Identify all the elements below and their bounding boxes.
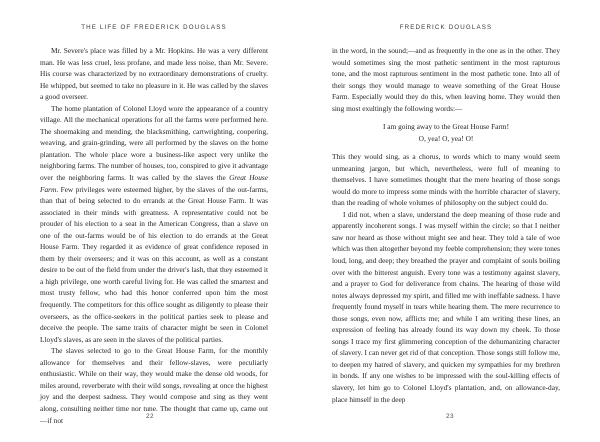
running-head-right: FREDERICK DOUGLASS	[399, 24, 493, 31]
body-column-left	[40, 45, 268, 426]
verse-line-1: I am going away to the Great House Farm!	[382, 122, 510, 132]
paragraph-severe-hopkins: Mr. Severe's place was filled by a Mr. Hopkins. He was a very different man. He was less cruel, less profane, and made less noise, than Mr. Severe. His course was characterized by no extraordinary demonstrations of cruelty. He whipped, but seemed to take no pleasure in it. He was called by the slaves a good overseer.	[40, 46, 268, 102]
paragraph-home-plantation-part1: The home plantation of Colonel Lloyd wore the appearance of a country village. All the mechanical operations for all the farms were performed here. The shoemaking and mending, the blacksmithing, cartwrighting, coopering, weaving, and grain-grinding, were all performed by the slaves on the home plantation. The whole place wore a business-like aspect very unlike the neighboring farms. The number of houses, too, conspired to give it advantage over the neighboring farms. It was called by the slaves the	[40, 103, 268, 183]
paragraph-i-did-not: I did not, when a slave, understand the deep meaning of those rude and apparently incoherent songs. I was myself within the circle; so that I neither saw nor heard as those without might see and hear. They told a tale of woe which was then altogether beyond my feeble comprehension; they were tones loud, long, and deep; they breathed the prayer and complaint of souls boiling over with the bitterest anguish. Every tone was a testimony against slavery, and a prayer to God for deliverance from chains. The hearing of those wild notes always depressed my spirit, and filled me with ineffable sadness. I have frequently found myself in tears while hearing them. The mere recurrence to those songs, even now, afflicts me; and while I am writing these lines, an expression of feeling has already found its way down my cheek. To those songs I trace my first glimmering conception of the dehumanizing character of slavery. I can never get rid of that conception. Those songs still follow me, to deepen my hatred of slavery, and quicken my sympathies for my brethren in bonds. If any one wishes to be impressed with the soul-killing effects of slavery, let him go to Colonel Lloyd's plantation, and, on allowance-day, place himself in the deep	[332, 209, 560, 404]
paragraph-this-they-would-sing: This they would sing, as a chorus, to words which to many would seem unmeaning jargon, but which, nevertheless, were full of meaning to themselves. I have sometimes thought that the mere hearing of those songs would do more to impress some minds with the horrible character of slavery, than the reading of whole volumes of philosophy on the subject could do.	[332, 152, 560, 208]
paragraph-in-the-word: in the word, in the sound;—and as frequently in the one as in the other. They would sometimes sing the most pathetic sentiment in the most rapturous tone, and the most rapturous sentiment in the most pathetic tone. Into all of their songs they would manage to weave something of the Great House Farm. Especially would they do this, when leaving home. They would then sing most exultingly the following words:—	[332, 46, 560, 113]
running-head-left: THE LIFE OF FREDERICK DOUGLASS	[81, 24, 227, 31]
paragraph-home-plantation-part2: . Few privileges were esteemed higher, by the slaves of the out-farms, than that of being selected to do errands at the Great House Farm. It was associated in their minds with greatness. A representative could not be prouder of his election to a seat in the American Congress, than a slave on one of the out-farms would be of his election to do errands at the Great House Farm. They regarded it as evidence of great confidence reposed in them by their overseers; and it was on this account, as well as a constant desire to be out of the field from under the driver's lash, that they esteemed it a high privilege, one worth careful living for. He was called the smartest and most trusty fellow, who had this honor conferred upon him the most frequently. The competitors for this office sought as diligently to please their overseers, as the office-seekers in the political parties seek to please and deceive the people. The same traits of character might be seen in Colonel Lloyd's slaves, as are seen in the slaves of the political parties.	[40, 184, 268, 344]
body-column-right	[332, 45, 560, 405]
italic-great-house-farm: Great House Farm	[40, 173, 268, 194]
paragraph-home-plantation	[40, 103, 268, 345]
paragraph-slaves-selected: The slaves selected to go to the Great House Farm, for the monthly allowance for themselves and their fellow-slaves, were peculiarly enthusiastic. While on their way, they would make the dense old woods, for miles around, reverberate with their wild songs, revealing at once the highest joy and the deepest sadness. They would compose and sing as they went along, consulting neither time nor tune. The thought that came up, came out—if not	[40, 346, 268, 425]
verse-line-2: O, yea! O, yea! O!	[418, 133, 474, 143]
page-number-right: 23	[446, 413, 454, 420]
page-right	[300, 0, 600, 442]
verse-block	[332, 121, 560, 144]
page-number-left: 22	[146, 413, 154, 420]
